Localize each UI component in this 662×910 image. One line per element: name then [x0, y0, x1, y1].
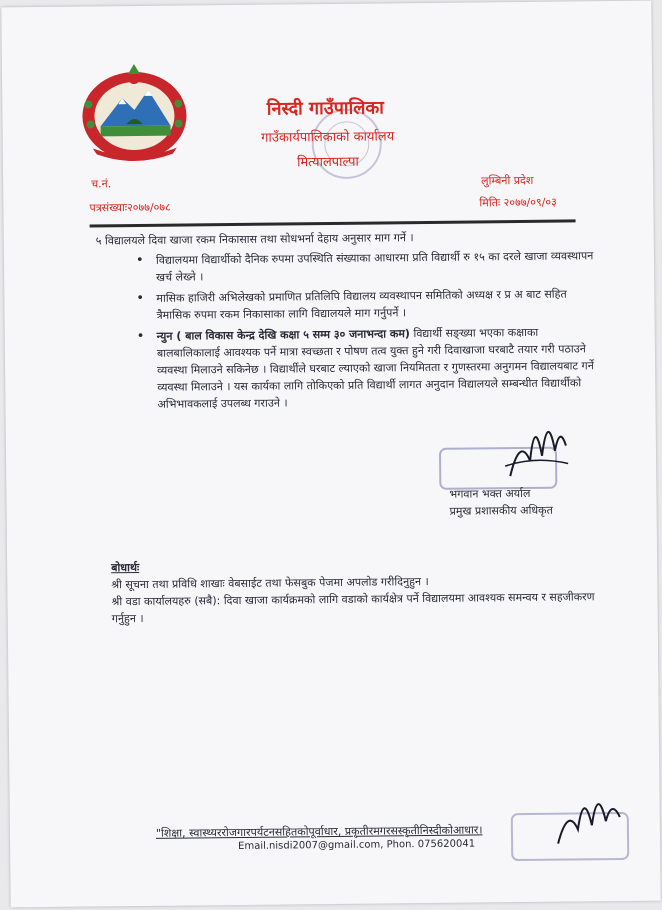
header-divider — [90, 219, 576, 227]
item-5: ५ विद्यालयले दिवा खाजा रकम निकासास तथा सोधभर्ना देहाय अनुसार माग गर्ने । — [95, 231, 414, 248]
bullet-3-text: विद्यार्थी सङ्ख्या भएका कक्षाका बालबालिकालाई आवश्यक पर्ने मात्रा स्वच्छता र पोषण तत्व युक्त हुने गरी दिवाखाजा घरबाटै तयार गरी पठाउने व्यवस्था मिलाउने सकिनेछ । विद्यार्थीले घरबाट ल्याएको खाजा नियमितता र गुणस्तरमा अनुगमन विद्यालयबाट गर्ने व्यवस्था मिलाउने । यस कार्यका लागि तोकिएको प्रति विद्यार्थी लागत अनुदान विद्यालयले सम्बन्धीत विद्यार्थीको अभिभावकलाई उपलब्ध गराउने । — [156, 325, 594, 411]
bullet-3-bold: न्युन ( बाल विकास केन्द्र देखि कक्षा ५ सम्म ३० जनाभन्दा कम) — [156, 327, 410, 343]
letter-page — [1, 1, 660, 908]
footer-motto: "शिक्षा, स्वास्थ्यररोजगारपर्यटनसहितकोपूर्वाधार, प्रकृतीरमगरसस्कृतीनिस्दीकोआधार। — [155, 823, 483, 840]
cc-line-1: श्री सूचना तथा प्रविधि शाखाः वेबसाईट तथा फेसबुक पेजमा अपलोड गरीदिनुहुन । — [111, 574, 429, 592]
bullet-3 — [157, 323, 598, 413]
bullet-list — [96, 247, 598, 413]
letterhead-title: निस्दी गाउँपालिका — [266, 97, 385, 120]
signature-icon — [500, 405, 571, 486]
bullet-1: • विद्यालयमा विद्यार्थीको दैनिक रुपमा उपस्थिति संख्याका आधारमा प्रति विद्यार्थी रु १५ का दरले खाजा व्यवस्थापन खर्च लेख्ने । — [156, 247, 596, 286]
letterhead-office: गाउँकार्यपालिकाको कार्यालय — [261, 129, 395, 146]
footer-contact: Email.nisdi2007@gmail.com, Phon. 075620041 — [238, 838, 476, 852]
letter-body — [96, 227, 598, 417]
signatory-title: प्रमुख प्रशासकीय अधिकृत — [449, 503, 553, 518]
bullet-2: • मासिक हाजिरी अभिलेखको प्रमाणित प्रतिलिपि विद्यालय व्यवस्थापन समितिको अध्यक्ष र प्र अ बाट सहित त्रैमासिक रुपमा रकम निकासाका लागि विद्यालयले माग गर्नुपर्ने । — [156, 285, 596, 324]
signatory-name: भगवान भक्त अर्याल — [449, 486, 531, 501]
letterhead-place: मित्यालपाल्पा — [297, 154, 359, 171]
cc-section — [111, 554, 602, 627]
letter-date: मितिः २०७७/०९/०३ — [479, 195, 557, 210]
cc-heading: बोधार्थः — [111, 561, 140, 575]
cha-na-label: च.नं. — [91, 177, 112, 191]
footer-signature-icon — [549, 781, 630, 852]
province-label: लुम्बिनी प्रदेश — [481, 173, 534, 188]
cc-line-2: श्री वडा कार्यालयहरु (सबै): दिवा खाजा कार्यक्रमको लागि वडाको कार्यक्षेत्र पर्ने विद्यालयमा आवश्यक समन्वय र सहजीकरण गर्नुहुन । — [111, 590, 595, 626]
signatory-block — [449, 485, 553, 520]
letter-number: पत्रसंख्याः२०७७/०७८ — [89, 200, 171, 215]
